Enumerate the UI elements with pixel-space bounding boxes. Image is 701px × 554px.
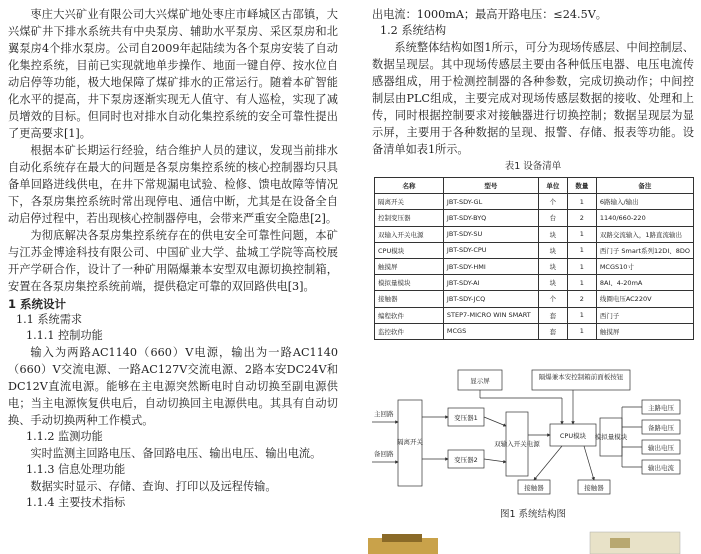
table-row (375, 194, 694, 210)
table-cell: 线圈电压AC220V (596, 291, 693, 307)
paragraph: 出电流：1000mA；最高开路电压：≤24.5V。 (372, 8, 607, 21)
table-cell: 监控软件 (375, 323, 444, 339)
diagram-label-cpu: CPU模块 (559, 432, 587, 440)
table-row (375, 291, 694, 307)
table-row (375, 226, 694, 242)
table-cell: 触摸屏 (596, 323, 693, 339)
paragraph: 为彻底解决各泵房集控系统存在的供电安全可靠性问题，本矿与江苏金博途科技有限公司、中国矿业大学、盐城工学院等高校展开产学研合作，设计了一种矿用隔爆兼本安型双电源切换控制箱，安置在各泵房集控系统前端，提供稳定可靠的双回路供电[3]。 (8, 229, 338, 293)
table-cell: 个 (538, 291, 567, 307)
table-cell: 2 (567, 210, 596, 226)
equipment-photos (360, 530, 700, 554)
table-cell: 块 (538, 275, 567, 291)
paragraph: 数据实时显示、存储、查询、打印以及远程传输。 (30, 480, 277, 493)
table-cell: 1 (567, 242, 596, 258)
table-cell: 控制变压器 (375, 210, 444, 226)
table-cell: 1 (567, 307, 596, 323)
table-row (375, 242, 694, 258)
table-cell: 8AI、4-20mA (596, 275, 693, 291)
diagram-label-panel: 隔爆兼本安控制箱前面板按钮 (538, 373, 624, 381)
table-caption: 表1 设备清单 (504, 161, 562, 172)
diagram-label-contactor: 接触器 (584, 484, 604, 492)
table-cell: 1 (567, 194, 596, 210)
photo-1-detail (382, 534, 422, 542)
subsection-heading: 1.1 系统需求 (16, 313, 83, 326)
table-cell: MCGS (443, 323, 538, 339)
table-cell: 套 (538, 323, 567, 339)
diagram-label-main-voltage: 主路电压 (648, 404, 674, 412)
diagram-label-contactor: 接触器 (524, 484, 544, 492)
table-cell: STEP7-MICRO WIN SMART (443, 307, 538, 323)
table-cell: 块 (538, 226, 567, 242)
section-heading: 1 系统设计 (8, 297, 67, 311)
diagram-label-backup-loop: 备回路 (374, 450, 394, 458)
table-header-row (375, 178, 694, 194)
table-cell: 1 (567, 258, 596, 274)
table-cell: 1 (567, 226, 596, 242)
table-cell: 编程软件 (375, 307, 444, 323)
table-cell: 块 (538, 258, 567, 274)
table-cell: JBT-SDY-GL (443, 194, 538, 210)
table-header: 型号 (443, 178, 538, 194)
table-row (375, 210, 694, 226)
table-cell: 套 (538, 307, 567, 323)
table-cell: JBT-SDY-BYQ (443, 210, 538, 226)
photo-2-detail (610, 538, 630, 548)
figure-caption: 图1 系统结构图 (499, 509, 567, 520)
table-cell: 双路交流输入，1路直流输出 (596, 226, 693, 242)
subsubsection-heading: 1.1.4 主要技术指标 (26, 496, 126, 509)
table-row (375, 307, 694, 323)
paragraph: 系统整体结构如图1所示，可分为现场传感层、中间控制层、数据呈现层。其中现场传感层主要由各种低压电器、电压电流传感器组成，用于检测控制器的各种参数，完成切换动作；中间控制层由PLC组成，主要完成对现场传感层数据的接收、处理和上传，同时根据控制要求对接触器进行切换控制；数据呈现层为显示屏，主要用于各种数据的呈现、报警、存储、报表等功能。设备清单如表1所示。 (372, 41, 694, 156)
paragraph: 实时监测主回路电压、备回路电压、输出电压、输出电流。 (30, 447, 322, 460)
diagram-label-isolation: 隔离开关 (397, 438, 423, 446)
table-cell: 双输入开关电源 (375, 226, 444, 242)
subsubsection-heading: 1.1.1 控制功能 (26, 329, 103, 342)
table-cell: 接触器 (375, 291, 444, 307)
diagram-label-backup-voltage: 备路电压 (648, 424, 674, 432)
table-cell: 6路输入/输出 (596, 194, 693, 210)
table-cell: 个 (538, 194, 567, 210)
table-cell: JBT-SDY-SU (443, 226, 538, 242)
diagram-label-main-loop: 主回路 (374, 410, 394, 418)
subsection-heading: 1.2 系统结构 (380, 24, 447, 37)
table-cell: 2 (567, 291, 596, 307)
paragraph: 输入为两路AC1140（660）V电源，输出为一路AC1140（660）V交流电源、一路AC127V交流电源、2路本安DC24V和DC12V直流电源。能够在主电源突然断电时自动切换至副电源供电；当主电源恢复供电后，自动切换回主电源供电。其具有自动切换、手动切换两种工作模式。 (8, 346, 338, 427)
right-column (372, 0, 694, 340)
left-column (8, 0, 338, 511)
diagram-label-transformer2: 变压器2 (454, 456, 478, 464)
diagram-label-display: 显示屏 (470, 377, 490, 385)
table-cell: 模拟量模块 (375, 275, 444, 291)
table-cell: JBT-SDY-AI (443, 275, 538, 291)
subsubsection-heading: 1.1.3 信息处理功能 (26, 463, 126, 476)
table-header: 备注 (596, 178, 693, 194)
table-cell: 触摸屏 (375, 258, 444, 274)
table-cell: 西门子 (596, 307, 693, 323)
diagram-label-transformer1: 变压器1 (454, 414, 478, 422)
table-header: 单位 (538, 178, 567, 194)
diagram-label-out-voltage: 输出电压 (648, 444, 674, 452)
diagram-label-dual-power: 双输入开关电源 (494, 440, 540, 448)
table-header: 名称 (375, 178, 444, 194)
table-cell: 块 (538, 242, 567, 258)
table-row (375, 323, 694, 339)
table-cell: MCGS10寸 (596, 258, 693, 274)
table-cell: 西门子 Smart系列12DI、8DO (596, 242, 693, 258)
table-cell: 1 (567, 323, 596, 339)
table-cell: JBT-SDY-JCQ (443, 291, 538, 307)
table-body (375, 194, 694, 340)
table-cell: 台 (538, 210, 567, 226)
diagram-label-analog: 模拟量模块 (594, 433, 628, 441)
table-cell: 隔离开关 (375, 194, 444, 210)
table-cell: 1140/660-220 (596, 210, 693, 226)
photo-2 (590, 532, 680, 554)
table-row (375, 275, 694, 291)
system-structure-diagram (372, 366, 698, 506)
table-row (375, 258, 694, 274)
diagram-label-out-current: 输出电流 (648, 464, 674, 472)
table-cell: JBT-SDY-CPU (443, 242, 538, 258)
paragraph: 根据本矿长期运行经验，结合维护人员的建议，发现当前排水自动化系统存在最大的问题是各泵房集控系统的核心控制器均只具备单回路进线供电，在井下常规漏电试验、检修、馈电故障等情况下，各泵房集控系统时常出现停电、通信中断，尤其是在设备全自动启停过程中，若出现核心控制器停电，会带来严重安全隐患[2]。 (8, 144, 338, 225)
table-cell: JBT-SDY-HMI (443, 258, 538, 274)
subsubsection-heading: 1.1.2 监测功能 (26, 430, 103, 443)
table-cell: CPU模块 (375, 242, 444, 258)
table-cell: 1 (567, 275, 596, 291)
table-header: 数量 (567, 178, 596, 194)
equipment-table (374, 177, 694, 340)
paragraph: 枣庄大兴矿业有限公司大兴煤矿地处枣庄市峄城区古邵镇，大兴煤矿井下排水系统共有中央泵房、辅助水平泵房、采区泵房和北翼泵房4个排水泵房。公司自2009年起陆续为各个泵房安装了自动化集控系统，目前已实现就地单步操作、地面一键自停、按水位自动启停等功能，极大地保障了煤矿排水的正常运行。随着本矿智能化水平的提高，井下泵房逐渐实现无人值守、有人巡检，实现了减员增效的目标。但同时也对排水自动化集控系统的安全可靠性提出了更高要求[1]。 (8, 8, 338, 140)
